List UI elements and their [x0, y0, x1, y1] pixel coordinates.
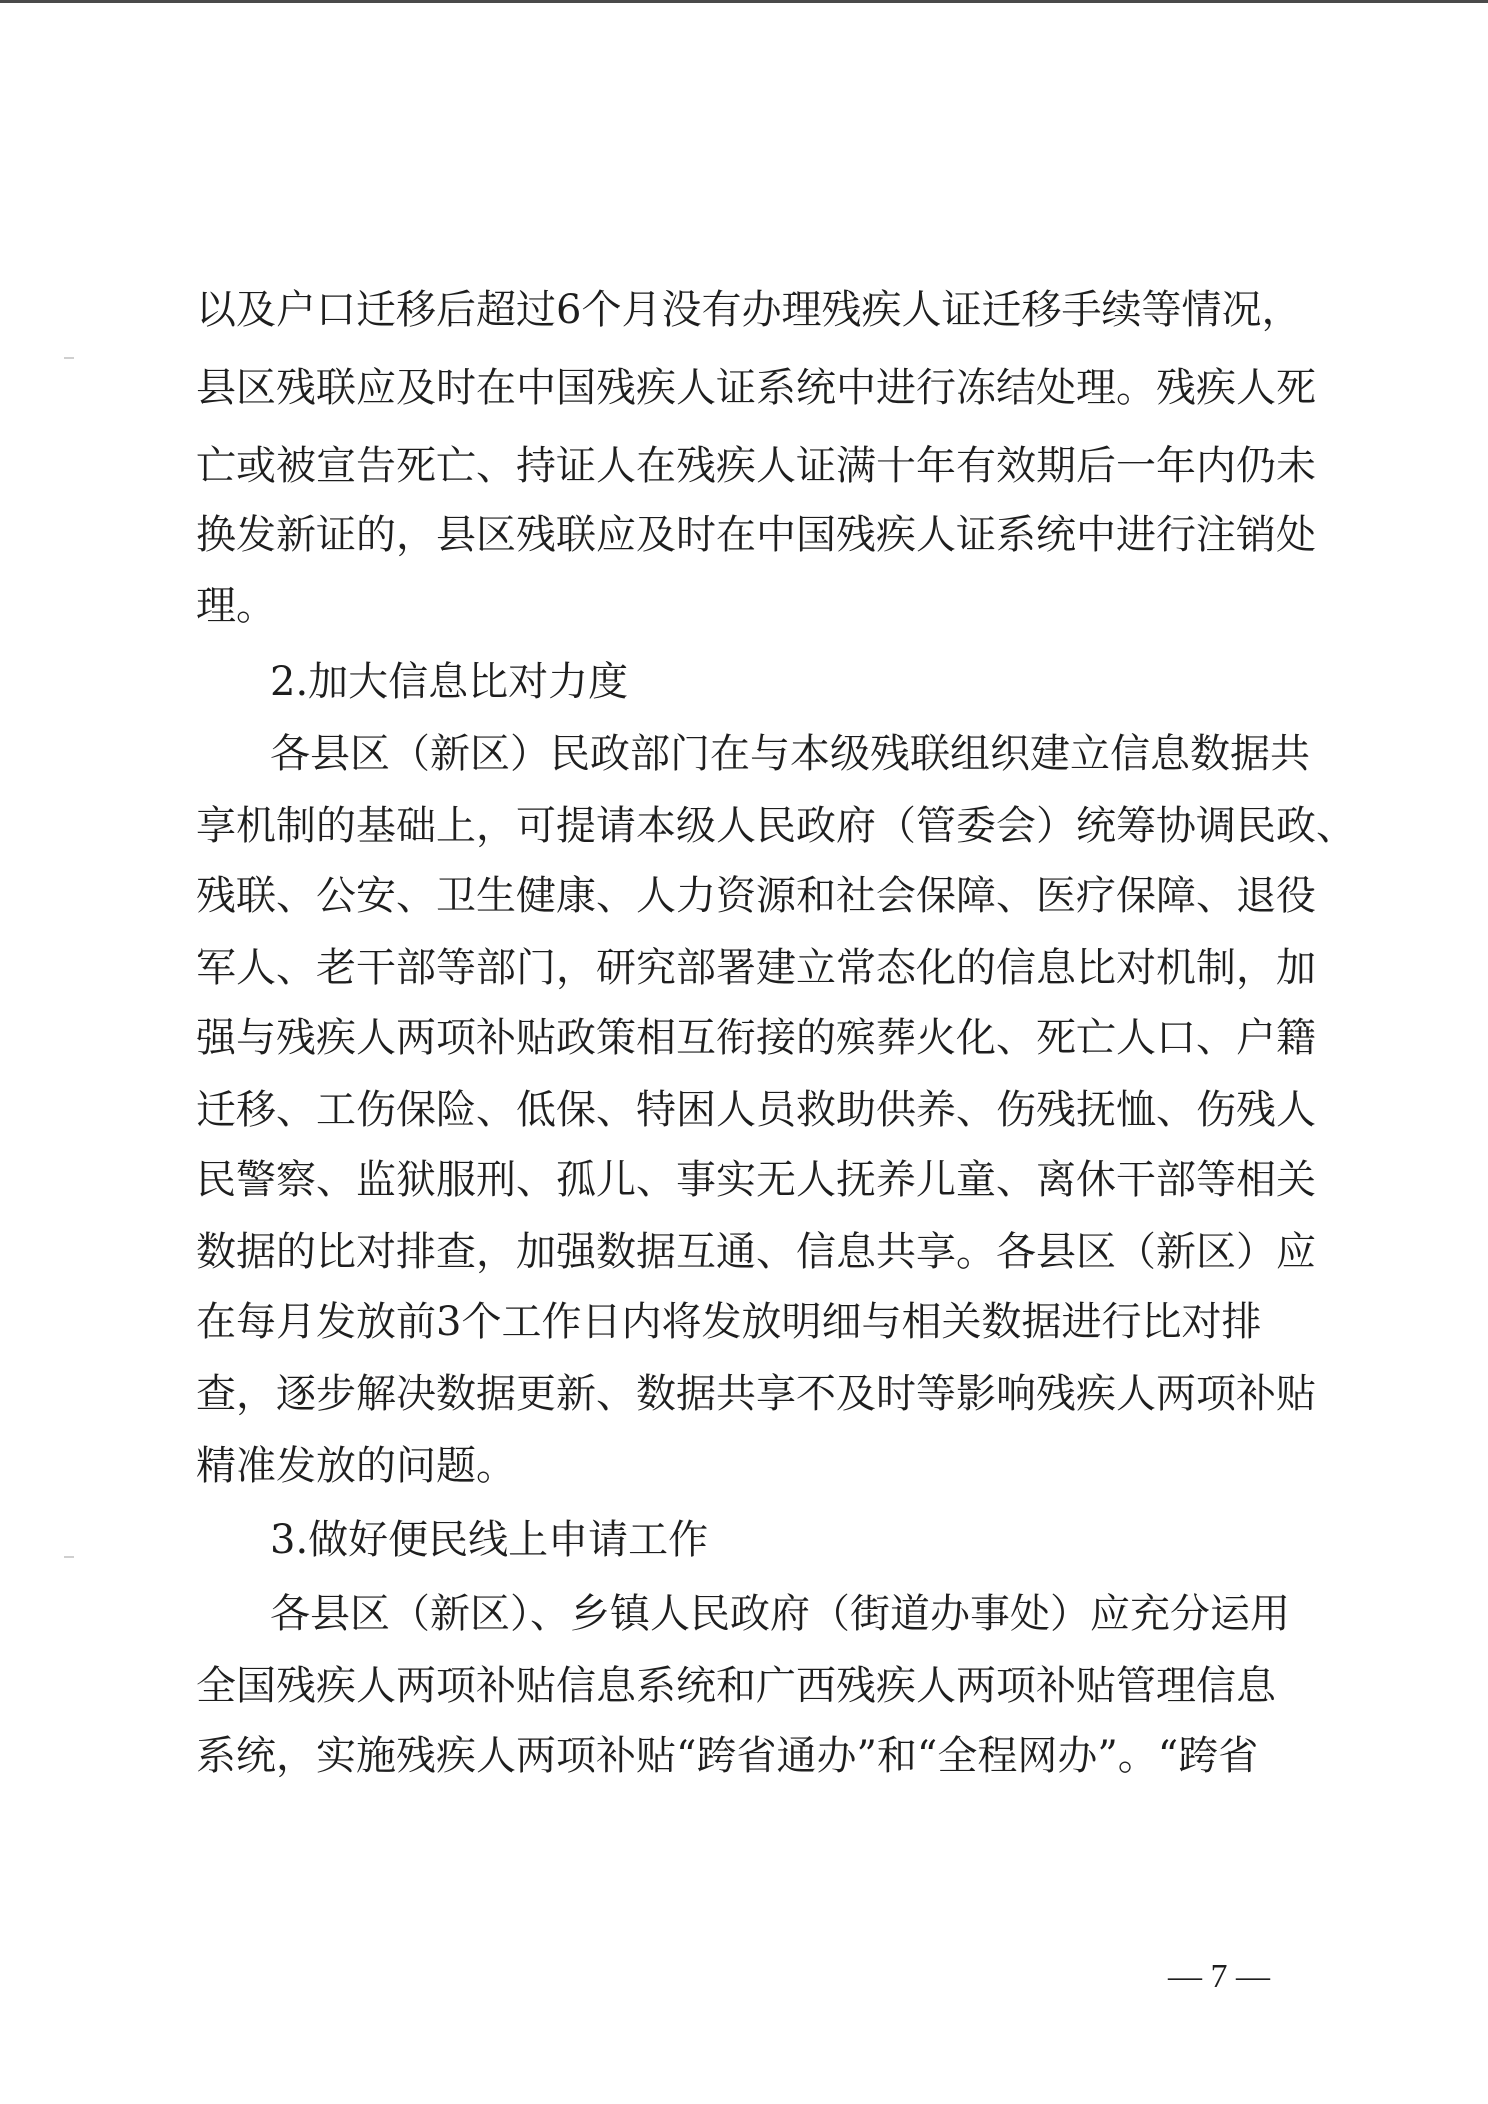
text-line: 迁移、工伤保险、低保、特困人员救助供养、伤残抚恤、伤残人 — [196, 1087, 1316, 1133]
text-line: 残联、公安、卫生健康、人力资源和社会保障、医疗保障、退役 — [196, 873, 1316, 919]
scan-speck — [64, 1556, 74, 1558]
page-top-edge — [0, 0, 1488, 3]
text-line: 以及户口迁移后超过6个月没有办理残疾人证迁移手续等情况， — [196, 287, 1302, 333]
text-line: 精准发放的问题。 — [196, 1443, 516, 1489]
text-line: 民警察、监狱服刑、孤儿、事实无人抚养儿童、离休干部等相关 — [196, 1157, 1316, 1203]
page-number: — 7 — — [1168, 1958, 1270, 1995]
text-line: 亡或被宣告死亡、持证人在残疾人证满十年有效期后一年内仍未 — [196, 443, 1316, 489]
section-heading: 3.做好便民线上申请工作 — [270, 1517, 709, 1563]
text-line: 理。 — [196, 583, 276, 629]
scan-speck — [64, 357, 74, 359]
text-line: 数据的比对排查，加强数据互通、信息共享。各县区（新区）应 — [196, 1229, 1316, 1275]
text-line: 各县区（新区）民政部门在与本级残联组织建立信息数据共 — [270, 731, 1310, 777]
text-line: 各县区（新区）、乡镇人民政府（街道办事处）应充分运用 — [270, 1591, 1290, 1637]
text-line: 全国残疾人两项补贴信息系统和广西残疾人两项补贴管理信息 — [196, 1663, 1276, 1709]
text-line: 在每月发放前3个工作日内将发放明细与相关数据进行比对排 — [196, 1299, 1262, 1345]
text-line: 享机制的基础上，可提请本级人民政府（管委会）统筹协调民政、 — [196, 803, 1356, 849]
text-line: 强与残疾人两项补贴政策相互衔接的殡葬火化、死亡人口、户籍 — [196, 1015, 1316, 1061]
text-line: 县区残联应及时在中国残疾人证系统中进行冻结处理。残疾人死 — [196, 365, 1316, 411]
text-line: 查，逐步解决数据更新、数据共享不及时等影响残疾人两项补贴 — [196, 1371, 1316, 1417]
text-line: 系统，实施残疾人两项补贴“跨省通办”和“全程网办”。“跨省 — [196, 1733, 1259, 1779]
section-heading: 2.加大信息比对力度 — [270, 659, 629, 705]
text-line: 军人、老干部等部门，研究部署建立常态化的信息比对机制，加 — [196, 945, 1316, 991]
text-line: 换发新证的，县区残联应及时在中国残疾人证系统中进行注销处 — [196, 512, 1316, 558]
